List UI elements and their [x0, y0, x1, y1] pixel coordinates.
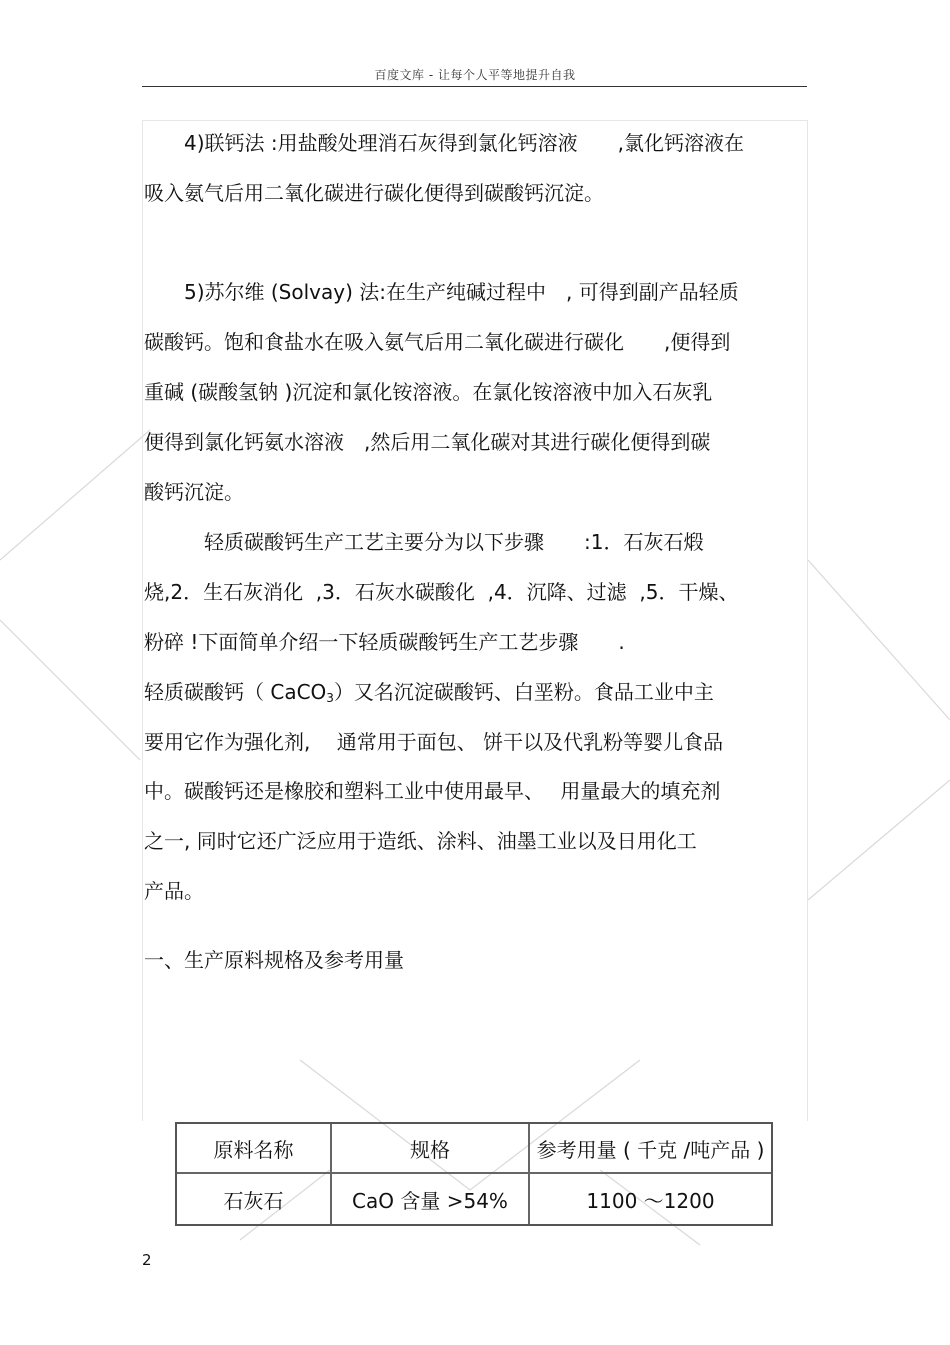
paragraph-line: 5)苏尔维 (Solvay) 法:在生产纯碱过程中 , 可得到副产品轻质 — [144, 280, 739, 304]
table-cell: 石灰石 — [177, 1174, 332, 1224]
materials-table — [175, 1122, 773, 1226]
paragraph-line: 4)联钙法 :用盐酸处理消石灰得到氯化钙溶液 ,氯化钙溶液在 — [144, 131, 744, 155]
page-number: 2 — [142, 1251, 152, 1269]
paragraph-line: 粉碎 !下面简单介绍一下轻质碳酸钙生产工艺步骤 . — [144, 630, 625, 654]
paragraph-line: 轻质碳酸钙生产工艺主要分为以下步骤 :1．石灰石煅 — [144, 530, 704, 554]
table-header-cell: 规格 — [332, 1124, 530, 1174]
table-header-cell: 参考用量 ( 千克 /吨产品 ) — [530, 1124, 771, 1174]
formula-suffix: ）又名沉淀碳酸钙、白垩粉。食品工业中主 — [333, 680, 714, 704]
paragraph-line: 中。碳酸钙还是橡胶和塑料工业中使用最早、 用量最大的填充剂 — [144, 779, 721, 803]
table-cell: 1100 ～1200 — [586, 1188, 715, 1213]
section-heading: 一、生产原料规格及参考用量 — [144, 948, 404, 972]
paragraph-line: 重碱 (碳酸氢钠 )沉淀和氯化铵溶液。在氯化铵溶液中加入石灰乳 — [144, 380, 713, 404]
paragraph-line: 产品。 — [144, 879, 204, 903]
paragraph-line: 酸钙沉淀。 — [144, 480, 244, 504]
table-cell: CaO 含量 >54% — [332, 1174, 530, 1224]
formula-subscript: 3 — [326, 691, 334, 705]
header-divider — [142, 86, 807, 87]
table-header-cell: 原料名称 — [177, 1124, 332, 1174]
paragraph-line-formula — [144, 680, 804, 710]
paragraph-line: 便得到氯化钙氨水溶液 ,然后用二氧化碳对其进行碳化便得到碳 — [144, 430, 711, 454]
paragraph-line: 要用它作为强化剂, 通常用于面包、 饼干以及代乳粉等婴儿食品 — [144, 730, 724, 754]
paragraph-line: 之一, 同时它还广泛应用于造纸、涂料、油墨工业以及日用化工 — [144, 829, 697, 853]
paragraph-line: 烧,2．生石灰消化 ,3．石灰水碳酸化 ,4．沉降、过滤 ,5．干燥、 — [144, 580, 739, 604]
page-header: 百度文库 - 让每个人平等地提升自我 — [374, 68, 576, 82]
formula-prefix: 轻质碳酸钙（ CaCO — [144, 680, 327, 704]
paragraph-line: 吸入氨气后用二氧化碳进行碳化便得到碳酸钙沉淀。 — [144, 181, 604, 205]
paragraph-line: 碳酸钙。饱和食盐水在吸入氨气后用二氧化碳进行碳化 ,便得到 — [144, 330, 731, 354]
